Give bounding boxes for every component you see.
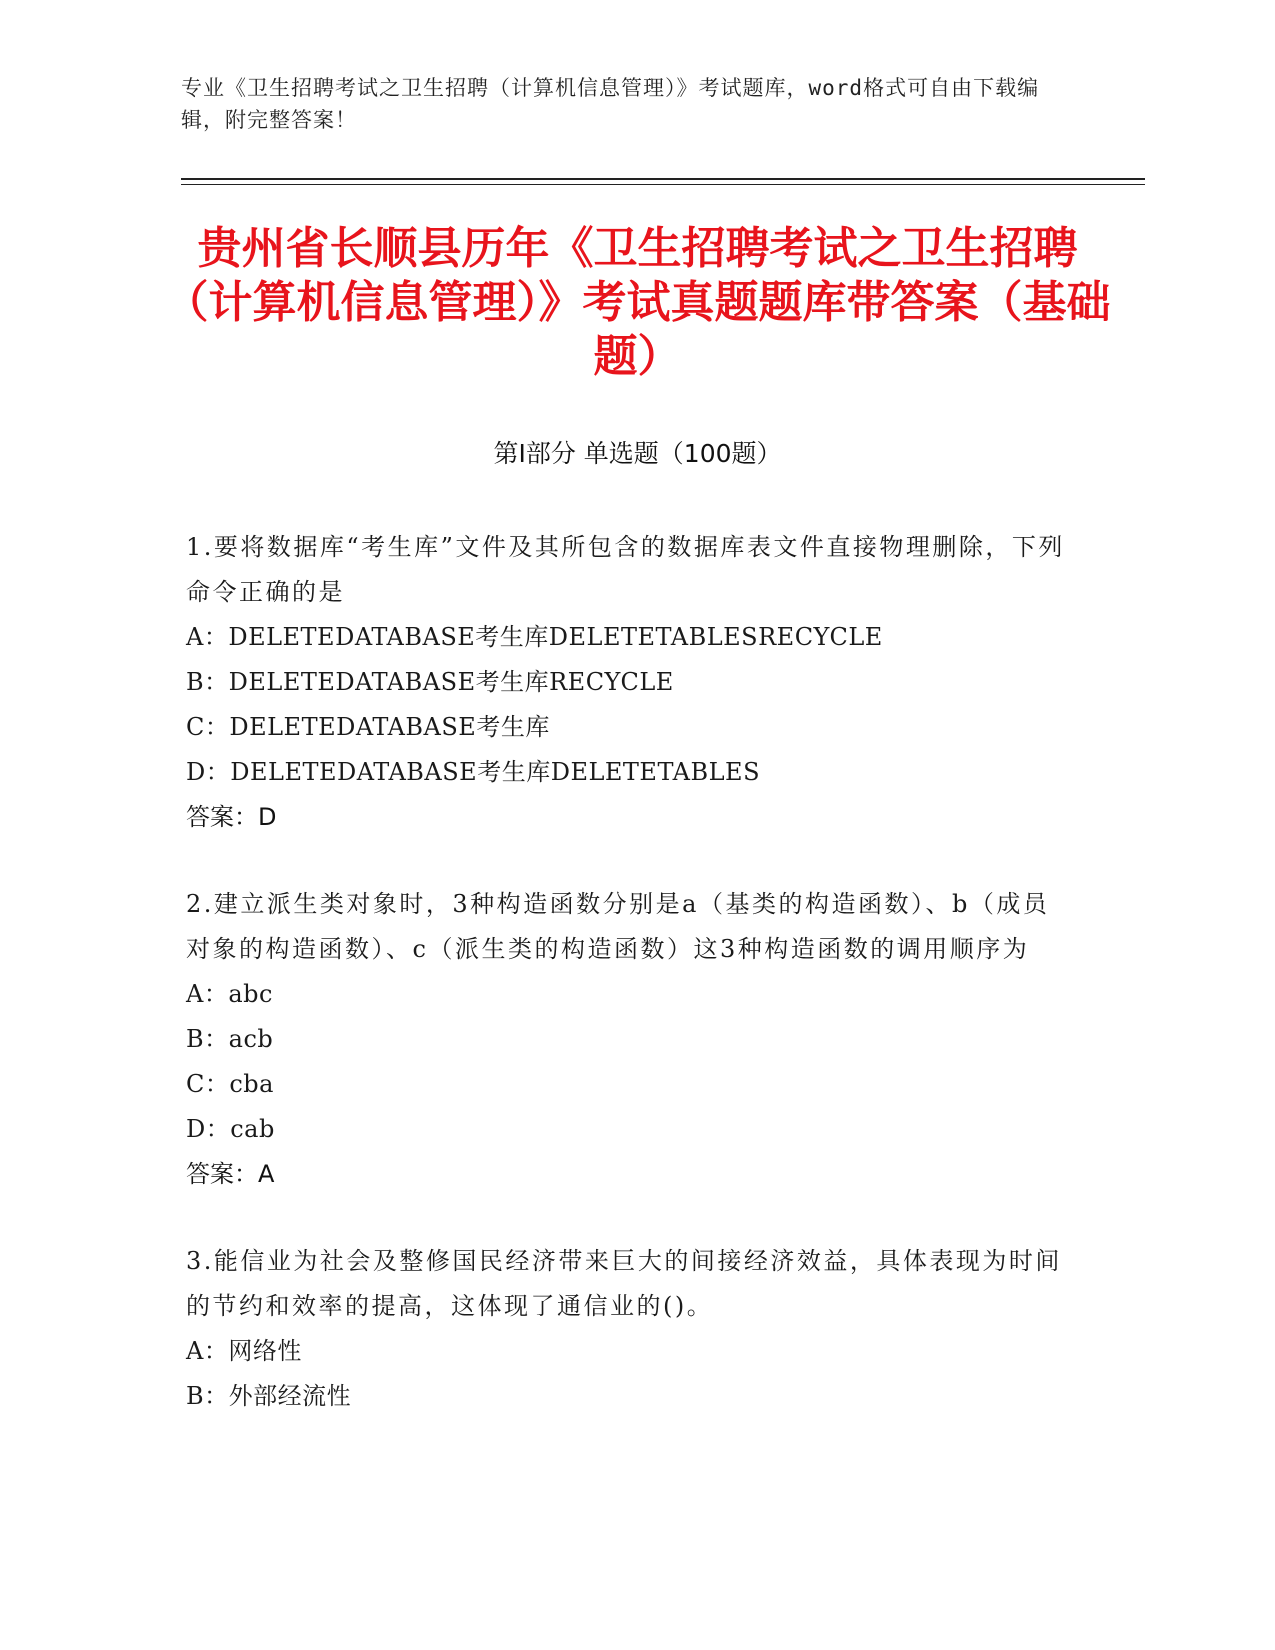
- option-b: B：DELETEDATABASE考生库RECYCLE: [186, 668, 674, 696]
- document-title: 贵州省长顺县历年《卫生招聘考试之卫生招聘（计算机信息管理）》考试真题题库带答案（基础题）: [164, 223, 1111, 382]
- header-divider-thick: [181, 178, 1145, 180]
- option-d: D：cab: [186, 1115, 275, 1143]
- question-stem: 2.建立派生类对象时，3种构造函数分别是a（基类的构造函数）、b（成员对象的构造函数）、c（派生类的构造函数）这3种构造函数的调用顺序为: [186, 890, 1050, 963]
- option-a: A：abc: [186, 980, 273, 1008]
- question-stem: 3.能信业为社会及整修国民经济带来巨大的间接经济效益，具体表现为时间的节约和效率的提高，这体现了通信业的()。: [186, 1247, 1062, 1320]
- section-title: 第Ⅰ部分 单选题（100题）: [493, 439, 782, 468]
- header-divider-thin: [181, 184, 1145, 185]
- option-b: B：外部经流性: [186, 1382, 352, 1410]
- question-2: [186, 882, 1066, 1197]
- answer: 答案：D: [186, 803, 277, 831]
- option-c: C：DELETEDATABASE考生库: [186, 713, 550, 741]
- option-a: A：DELETEDATABASE考生库DELETETABLESRECYCLE: [186, 623, 883, 651]
- option-a: A：网络性: [186, 1337, 302, 1365]
- question-stem: 1.要将数据库“考生库”文件及其所包含的数据库表文件直接物理删除，下列命令正确的是: [186, 533, 1065, 606]
- option-c: C：cba: [186, 1070, 274, 1098]
- question-1: [186, 525, 1066, 840]
- question-list: [186, 525, 1066, 1461]
- question-3: [186, 1239, 1066, 1419]
- option-b: B：acb: [186, 1025, 274, 1053]
- option-d: D：DELETEDATABASE考生库DELETETABLES: [186, 758, 761, 786]
- answer: 答案：A: [186, 1160, 275, 1188]
- header-note: 专业《卫生招聘考试之卫生招聘（计算机信息管理）》考试题库，word格式可自由下载编辑，附完整答案！: [181, 76, 1040, 132]
